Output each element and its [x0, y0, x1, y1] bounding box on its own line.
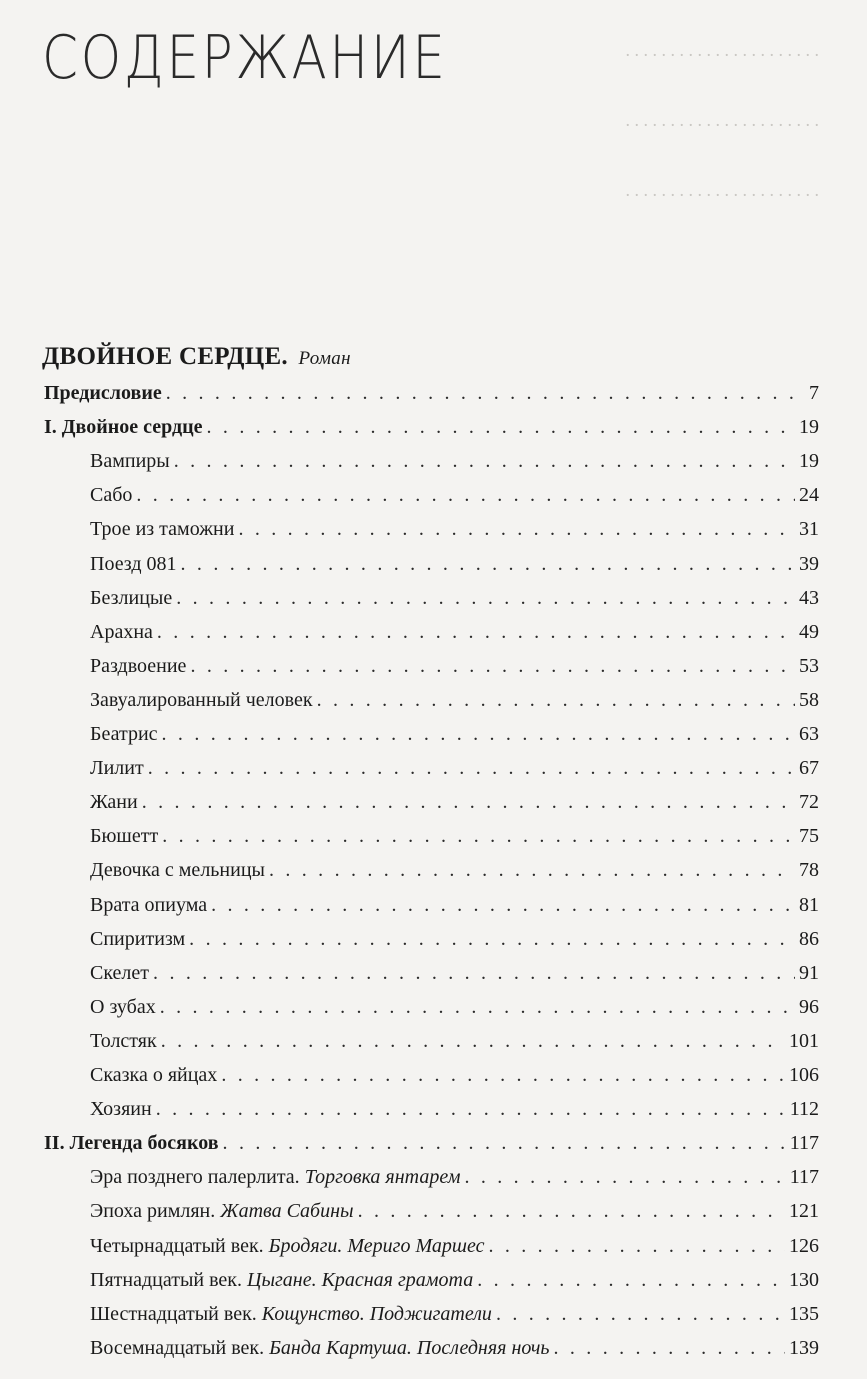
toc-entry-label: Эпоха римлян.: [90, 1200, 216, 1223]
toc-page-number: 81: [799, 893, 819, 916]
toc-page-number: 49: [799, 620, 819, 643]
toc-entry: [90, 1028, 819, 1054]
toc-page-number: 19: [799, 450, 819, 473]
toc-entry-label: II. Легенда босяков: [44, 1132, 219, 1155]
dot-leader: [221, 1062, 785, 1088]
dot-leader: [189, 926, 795, 952]
toc-page-number: 126: [789, 1234, 819, 1257]
dot-leader: [496, 1301, 785, 1327]
toc-page-number: 67: [799, 757, 819, 780]
page-title: СОДЕРЖАНИЕ: [42, 23, 448, 93]
show-through-decoration: . . . . . . . . . . . . . . . . . . . . . .: [625, 110, 819, 130]
toc-entry-label: Девочка с мельницы: [90, 859, 265, 882]
toc-page-number: 86: [799, 927, 819, 950]
toc-page-number: 106: [789, 1064, 819, 1086]
toc-entry-title: [90, 653, 186, 679]
toc-page-number: 121: [789, 1200, 819, 1223]
dot-leader: [160, 994, 795, 1020]
dot-leader: [162, 823, 795, 849]
section-title-text: ДВОЙНОЕ СЕРДЦЕ.: [42, 343, 288, 370]
toc-page-number: 39: [799, 552, 819, 575]
dot-leader: [464, 1164, 785, 1190]
toc-page-number: 19: [799, 416, 819, 439]
toc-entry-title: [44, 380, 162, 406]
toc-page-number: 72: [799, 791, 819, 814]
toc-entry-label: Трое из таможни: [90, 518, 235, 541]
toc-entry-title: [90, 755, 144, 781]
toc-entry-title: [44, 414, 203, 440]
toc-entry: [90, 1335, 819, 1361]
toc-entry-title: [90, 1028, 157, 1054]
toc-entry: [90, 687, 819, 713]
dot-leader: [162, 721, 795, 747]
toc-page-number: 43: [799, 586, 819, 609]
toc-entry-label: Жани: [90, 791, 138, 814]
toc-entry-label: Четырнадцатый век.: [90, 1234, 264, 1257]
toc-entry-label: Безлицые: [90, 586, 173, 609]
toc-entry: [90, 1233, 819, 1259]
dot-leader: [156, 1096, 786, 1122]
toc-entry: [90, 1164, 819, 1190]
dot-leader: [153, 960, 795, 986]
toc-entry-label: Арахна: [90, 620, 153, 643]
toc-entry: [90, 823, 819, 849]
toc-page-number: 112: [789, 1098, 819, 1121]
toc-entry: [90, 653, 819, 679]
dot-leader: [166, 380, 805, 406]
toc-entry-title: [90, 1096, 152, 1122]
dot-leader: [157, 619, 795, 645]
toc-page-number: 101: [789, 1029, 819, 1052]
dot-leader: [174, 448, 795, 474]
toc-page-number: 117: [789, 1132, 819, 1155]
toc-entry-label: О зубах: [90, 995, 156, 1018]
toc-entry-italic-title: Жатва Сабины: [220, 1200, 354, 1223]
toc-entry-title: [90, 619, 153, 645]
dot-leader: [223, 1130, 786, 1156]
toc-page-number: 91: [799, 961, 819, 984]
dot-leader: [176, 585, 795, 611]
toc-entry-label: Бюшетт: [90, 825, 159, 848]
toc-entry: [90, 1096, 819, 1122]
toc-page-number: 130: [789, 1268, 819, 1291]
toc-entry-label: Пятнадцатый век.: [90, 1268, 243, 1291]
toc-entry-label: Скелет: [90, 961, 150, 984]
toc-entry-title: [90, 857, 265, 883]
toc-entry-title: [90, 1233, 484, 1259]
toc-entry-title: [90, 1062, 217, 1088]
toc-entry-italic-title: Банда Картуша. Последняя ночь: [269, 1336, 550, 1359]
toc-entry-label: Вампиры: [90, 450, 170, 473]
toc-entry: [90, 1198, 819, 1224]
toc-entry-title: [90, 1335, 550, 1361]
toc-entry-title: [90, 482, 132, 508]
toc-page-number: 7: [809, 382, 819, 404]
toc-entry: [90, 926, 819, 952]
dot-leader: [488, 1233, 785, 1259]
toc-page-number: 139: [789, 1336, 819, 1359]
toc-page-number: 53: [799, 654, 819, 677]
toc-entry: [90, 551, 819, 577]
toc-entry-title: [90, 551, 177, 577]
toc-page-number: 58: [799, 688, 819, 711]
toc-entry-label: Спиритизм: [90, 927, 186, 950]
dot-leader: [317, 687, 795, 713]
dot-leader: [148, 755, 795, 781]
toc-entry-label: Раздвоение: [90, 654, 187, 677]
toc-entry: [44, 1130, 819, 1156]
toc-entry-title: [90, 516, 234, 542]
toc-entry-label: Завуалированный человек: [90, 688, 313, 711]
toc-entry-title: [90, 448, 170, 474]
section-title: [42, 343, 351, 371]
toc-entry: [90, 994, 819, 1020]
toc-page-number: 31: [799, 518, 819, 541]
toc-entry-title: [90, 585, 172, 611]
dot-leader: [554, 1335, 786, 1361]
section-subtitle: Роман: [298, 348, 351, 369]
toc-entry-title: [90, 789, 138, 815]
dot-leader: [181, 551, 795, 577]
toc-entry: [44, 414, 819, 440]
toc-entry: [90, 1267, 819, 1293]
toc-entry: [90, 721, 819, 747]
toc-entry: [90, 482, 819, 508]
toc-entry-title: [90, 823, 158, 849]
toc-entry: [90, 892, 819, 918]
toc-entry-title: [90, 687, 313, 713]
toc-entry-label: Сабо: [90, 484, 133, 507]
dot-leader: [269, 857, 795, 883]
toc-page-number: 135: [789, 1302, 819, 1325]
toc-entry-label: Толстяк: [90, 1029, 157, 1052]
toc-entry: [90, 857, 819, 883]
toc-entry-label: Лилит: [90, 757, 144, 780]
toc-entry-title: [90, 1198, 354, 1224]
toc-entry-italic-title: Цыгане. Красная грамота: [247, 1268, 474, 1291]
dot-leader: [142, 789, 795, 815]
toc-page-number: 117: [789, 1166, 819, 1189]
dot-leader: [358, 1198, 785, 1224]
dot-leader: [136, 482, 795, 508]
toc-entry: [90, 755, 819, 781]
dot-leader: [211, 892, 795, 918]
toc-entry: [90, 960, 819, 986]
toc-entry-title: [90, 960, 149, 986]
toc-entry-italic-title: Кощунство. Поджигатели: [261, 1302, 492, 1325]
toc-entry: [90, 585, 819, 611]
toc-entry-label: Предисловие: [44, 382, 162, 404]
toc-entry-label: Эра позднего палерлита.: [90, 1166, 300, 1189]
toc-entry-italic-title: Бродяги. Мериго Маршес: [268, 1234, 485, 1257]
toc-entry-label: Сказка о яйцах: [90, 1064, 218, 1086]
toc-entry-label: Врата опиума: [90, 893, 208, 916]
toc-page-number: 96: [799, 995, 819, 1018]
toc-page-number: 24: [799, 484, 819, 507]
toc-entry-label: Шестнадцатый век.: [90, 1302, 257, 1325]
toc-page-number: 78: [799, 859, 819, 882]
show-through-decoration: . . . . . . . . . . . . . . . . . . . . . .: [625, 40, 819, 60]
toc-entry: [44, 380, 819, 406]
toc-entry-label: Беатрис: [90, 723, 158, 745]
toc-entry: [90, 1301, 819, 1327]
dot-leader: [207, 414, 795, 440]
dot-leader: [190, 653, 795, 679]
toc-entry-title: [90, 1267, 473, 1293]
dot-leader: [238, 516, 795, 542]
toc-page-number: 75: [799, 825, 819, 848]
toc-entry: [90, 448, 819, 474]
toc-entry-title: [90, 1164, 460, 1190]
toc-entry-label: Поезд 081: [90, 552, 177, 575]
toc-entry: [90, 619, 819, 645]
toc-entry-title: [90, 721, 158, 747]
toc-entry: [90, 789, 819, 815]
toc-entry-label: Восемнадцатый век.: [90, 1336, 265, 1359]
toc-page-number: 63: [799, 723, 819, 745]
toc-entry-label: I. Двойное сердце: [44, 416, 203, 439]
toc-entry-label: Хозяин: [90, 1098, 152, 1121]
dot-leader: [477, 1267, 785, 1293]
toc-entry: [90, 516, 819, 542]
toc-entry-title: [44, 1130, 219, 1156]
toc-entry-title: [90, 1301, 492, 1327]
toc-entry: [90, 1062, 819, 1088]
toc-entry-title: [90, 926, 185, 952]
show-through-decoration: . . . . . . . . . . . . . . . . . . . . . .: [625, 180, 819, 200]
toc-entry-italic-title: Торговка янтарем: [304, 1166, 461, 1189]
dot-leader: [161, 1028, 785, 1054]
toc-entry-title: [90, 892, 207, 918]
toc-entry-title: [90, 994, 156, 1020]
